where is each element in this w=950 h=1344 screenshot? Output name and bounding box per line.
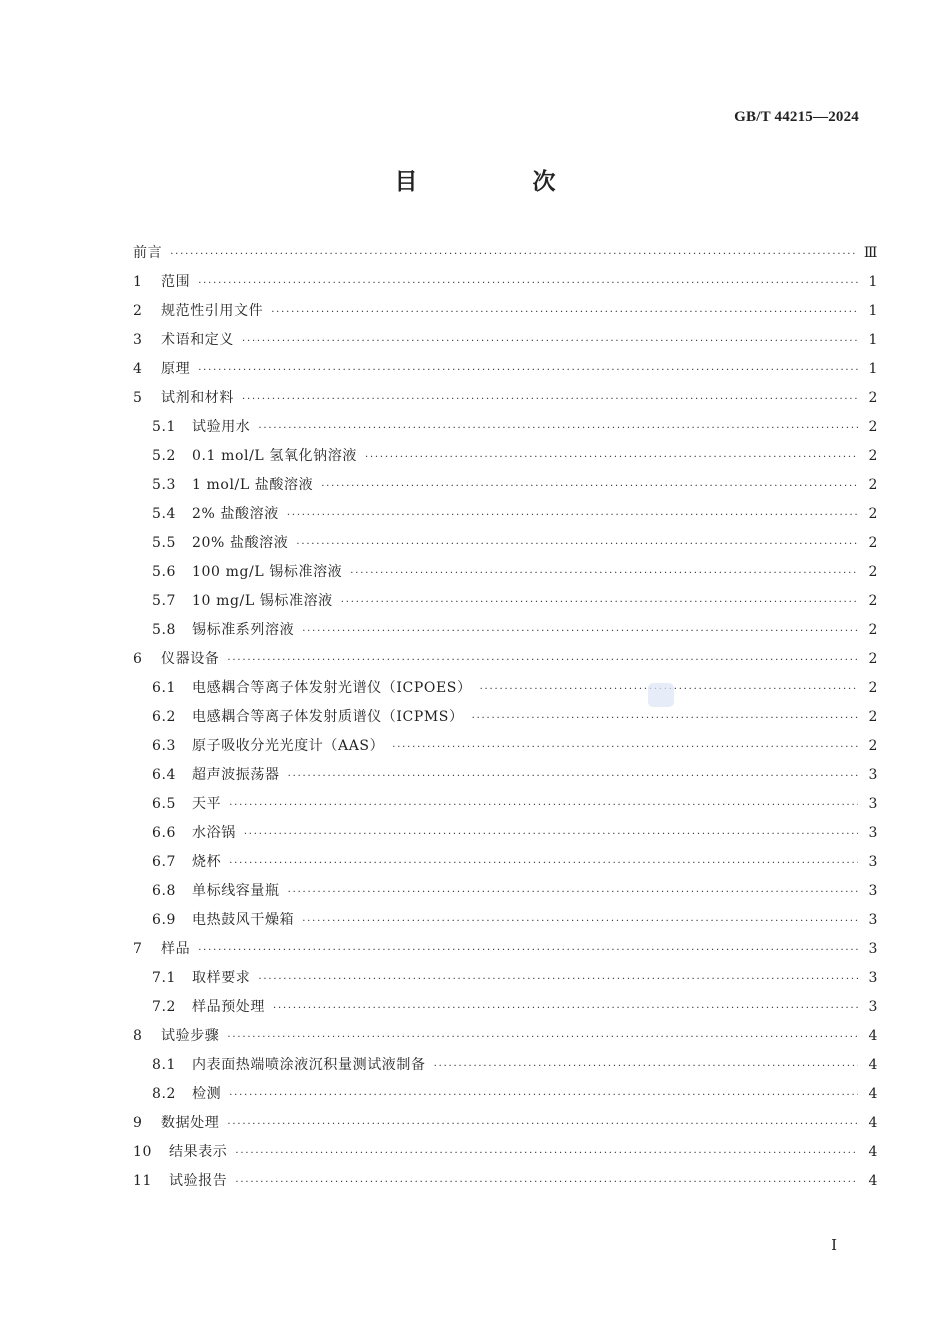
toc-entry-label: 数据处理 — [161, 1115, 220, 1131]
toc-entry-number: 5 — [133, 390, 143, 406]
toc-entry-number: 6.5 — [152, 796, 177, 812]
toc-dot-leader — [227, 1023, 858, 1052]
toc-entry-label: 10 mg/L 锡标准溶液 — [192, 593, 333, 609]
toc-entry-number: 8 — [133, 1028, 143, 1044]
toc-entry[interactable] — [133, 616, 878, 645]
toc-entry-label: 超声波振荡器 — [192, 767, 280, 783]
toc-entry[interactable] — [133, 239, 878, 268]
toc-entry-label: 烧杯 — [192, 854, 222, 870]
toc-entry-label: 试验用水 — [192, 419, 251, 435]
toc-entry[interactable] — [133, 906, 878, 935]
toc-entry-label: 单标线容量瓶 — [192, 883, 280, 899]
toc-entry-label: 试剂和材料 — [161, 390, 234, 406]
toc-entry-number: 7.2 — [152, 999, 177, 1015]
toc-dot-leader — [235, 1168, 858, 1197]
toc-entry-label: 20% 盐酸溶液 — [192, 535, 289, 551]
toc-entry-number: 5.5 — [152, 535, 177, 551]
toc-entry[interactable] — [133, 1022, 878, 1051]
toc-entry[interactable] — [133, 587, 878, 616]
toc-entry-number: 6.3 — [152, 738, 177, 754]
toc-entry[interactable] — [133, 674, 878, 703]
toc-entry-page: 3 — [868, 825, 878, 841]
toc-dot-leader — [229, 1081, 858, 1110]
toc-entry[interactable] — [133, 645, 878, 674]
toc-dot-leader — [296, 530, 858, 559]
toc-entry-page: 2 — [868, 651, 878, 667]
toc-entry-label: 术语和定义 — [161, 332, 234, 348]
toc-entry-label: 试验步骤 — [161, 1028, 220, 1044]
toc-entry-label: 样品 — [161, 941, 191, 957]
toc-dot-leader — [229, 791, 858, 820]
toc-entry-page: 4 — [868, 1086, 878, 1102]
toc-entry-number: 7.1 — [152, 970, 177, 986]
toc-dot-leader — [365, 443, 858, 472]
toc-dot-leader — [288, 762, 858, 791]
toc-entry-number: 2 — [133, 303, 143, 319]
toc-entry-number: 3 — [133, 332, 143, 348]
toc-entry-number: 5.1 — [152, 419, 177, 435]
toc-entry-number: 11 — [133, 1173, 153, 1189]
toc-entry-label: 样品预处理 — [192, 999, 265, 1015]
toc-entry-page: 2 — [868, 680, 878, 696]
toc-dot-leader — [273, 994, 858, 1023]
toc-entry-label: 原子吸收分光光度计（AAS） — [192, 738, 385, 754]
toc-entry-number: 5.2 — [152, 448, 177, 464]
toc-entry-page: Ⅲ — [863, 245, 878, 261]
toc-entry-page: 3 — [868, 854, 878, 870]
toc-entry-label: 电感耦合等离子体发射光谱仪（ICPOES） — [192, 680, 472, 696]
toc-entry-label: 0.1 mol/L 氢氧化钠溶液 — [192, 448, 357, 464]
toc-dot-leader — [227, 1110, 858, 1139]
toc-dot-leader — [472, 704, 858, 733]
toc-entry[interactable] — [133, 442, 878, 471]
toc-entry[interactable] — [133, 471, 878, 500]
toc-entry-label: 规范性引用文件 — [161, 303, 264, 319]
document-code: GB/T 44215—2024 — [734, 109, 859, 125]
toc-entry[interactable] — [133, 1080, 878, 1109]
toc-entry-number: 6.1 — [152, 680, 177, 696]
toc-entry-number: 6 — [133, 651, 143, 667]
toc-entry-page: 2 — [868, 738, 878, 754]
toc-entry[interactable] — [133, 384, 878, 413]
toc-dot-leader — [242, 327, 858, 356]
toc-entry-page: 3 — [868, 883, 878, 899]
toc-entry[interactable] — [133, 326, 878, 355]
toc-entry-number: 4 — [133, 361, 143, 377]
toc-entry[interactable] — [133, 1167, 878, 1196]
toc-entry-label: 电感耦合等离子体发射质谱仪（ICPMS） — [192, 709, 464, 725]
toc-entry-label: 100 mg/L 锡标准溶液 — [192, 564, 343, 580]
toc-entry[interactable] — [133, 268, 878, 297]
toc-entry-label: 内表面热端喷涂液沉积量测试液制备 — [192, 1057, 426, 1073]
toc-entry[interactable] — [133, 1138, 878, 1167]
toc-entry-label: 锡标准系列溶液 — [192, 622, 295, 638]
toc-entry-number: 6.8 — [152, 883, 177, 899]
toc-entry-label: 范围 — [161, 274, 191, 290]
toc-entry-page: 1 — [868, 274, 878, 290]
toc-entry-label: 水浴锅 — [192, 825, 236, 841]
toc-dot-leader — [321, 472, 858, 501]
toc-entry-label: 天平 — [192, 796, 222, 812]
toc-entry-number: 6.7 — [152, 854, 177, 870]
toc-entry-label: 原理 — [161, 361, 191, 377]
page-number: I — [831, 1236, 837, 1254]
toc-entry-label: 结果表示 — [169, 1144, 228, 1160]
toc-entry-number: 1 — [133, 274, 143, 290]
toc-dot-leader — [229, 849, 858, 878]
toc-entry[interactable] — [133, 297, 878, 326]
toc-entry-number: 6.6 — [152, 825, 177, 841]
toc-dot-leader — [242, 385, 858, 414]
toc-entry-page: 2 — [868, 622, 878, 638]
toc-entry-label: 2% 盐酸溶液 — [192, 506, 279, 522]
toc-entry-number: 10 — [133, 1144, 153, 1160]
toc-entry-number: 7 — [133, 941, 143, 957]
toc-entry[interactable] — [133, 558, 878, 587]
toc-entry-page: 2 — [868, 593, 878, 609]
toc-entry[interactable] — [133, 935, 878, 964]
toc-entry-label: 电热鼓风干燥箱 — [192, 912, 295, 928]
toc-entry-page: 2 — [868, 477, 878, 493]
toc-entry-number: 6.4 — [152, 767, 177, 783]
toc-entry-number: 8.2 — [152, 1086, 177, 1102]
toc-entry-number: 9 — [133, 1115, 143, 1131]
toc-entry-number: 6.9 — [152, 912, 177, 928]
toc-entry-page: 4 — [868, 1173, 878, 1189]
toc-entry[interactable] — [133, 877, 878, 906]
toc-entry[interactable] — [133, 355, 878, 384]
toc-dot-leader — [288, 878, 858, 907]
toc-entry-number: 6.2 — [152, 709, 177, 725]
toc-dot-leader — [170, 240, 858, 269]
toc-entry-number: 5.7 — [152, 593, 177, 609]
toc-dot-leader — [302, 907, 858, 936]
toc-dot-leader — [227, 646, 858, 675]
toc-dot-leader — [235, 1139, 858, 1168]
toc-entry-number: 5.6 — [152, 564, 177, 580]
toc-dot-leader — [392, 733, 858, 762]
toc-entry-label: 检测 — [192, 1086, 222, 1102]
toc-entry-page: 2 — [868, 535, 878, 551]
toc-entry[interactable] — [133, 529, 878, 558]
toc-entry-label: 试验报告 — [169, 1173, 228, 1189]
toc-entry-page: 1 — [868, 361, 878, 377]
toc-entry-page: 3 — [868, 767, 878, 783]
toc-entry-number: 5.8 — [152, 622, 177, 638]
toc-dot-leader — [198, 356, 858, 385]
toc-dot-leader — [198, 936, 858, 965]
toc-entry-label: 1 mol/L 盐酸溶液 — [192, 477, 314, 493]
toc-entry-page: 2 — [868, 709, 878, 725]
toc-entry[interactable] — [133, 500, 878, 529]
page-title: 目 次 — [394, 169, 602, 195]
toc-entry-label: 仪器设备 — [161, 651, 220, 667]
toc-dot-leader — [434, 1052, 858, 1081]
toc-dot-leader — [244, 820, 858, 849]
toc-entry[interactable] — [133, 732, 878, 761]
toc-entry[interactable] — [133, 1051, 878, 1080]
watermark-icon — [648, 683, 674, 707]
toc-entry-page: 2 — [868, 390, 878, 406]
toc-entry-number: 5.3 — [152, 477, 177, 493]
toc-entry-page: 1 — [868, 303, 878, 319]
toc-entry[interactable] — [133, 761, 878, 790]
table-of-contents — [133, 239, 878, 1196]
toc-entry[interactable] — [133, 819, 878, 848]
toc-entry-page: 3 — [868, 941, 878, 957]
toc-dot-leader — [198, 269, 858, 298]
toc-entry[interactable] — [133, 1109, 878, 1138]
toc-entry[interactable] — [133, 848, 878, 877]
toc-entry-page: 4 — [868, 1028, 878, 1044]
toc-entry[interactable] — [133, 993, 878, 1022]
toc-entry[interactable] — [133, 413, 878, 442]
toc-entry[interactable] — [133, 790, 878, 819]
toc-entry-page: 1 — [868, 332, 878, 348]
toc-entry-page: 4 — [868, 1115, 878, 1131]
toc-entry-page: 3 — [868, 796, 878, 812]
toc-dot-leader — [287, 501, 858, 530]
toc-dot-leader — [350, 559, 858, 588]
toc-dot-leader — [302, 617, 858, 646]
toc-entry-number: 8.1 — [152, 1057, 177, 1073]
toc-entry[interactable] — [133, 964, 878, 993]
toc-entry-label: 前言 — [133, 245, 163, 261]
toc-dot-leader — [271, 298, 858, 327]
toc-entry-label: 取样要求 — [192, 970, 251, 986]
toc-entry-page: 3 — [868, 999, 878, 1015]
toc-entry-number: 5.4 — [152, 506, 177, 522]
toc-dot-leader — [341, 588, 858, 617]
toc-entry-page: 2 — [868, 419, 878, 435]
toc-dot-leader — [258, 965, 858, 994]
toc-entry-page: 3 — [868, 970, 878, 986]
toc-entry-page: 2 — [868, 506, 878, 522]
toc-entry-page: 2 — [868, 448, 878, 464]
toc-entry[interactable] — [133, 703, 878, 732]
toc-entry-page: 4 — [868, 1057, 878, 1073]
toc-dot-leader — [258, 414, 858, 443]
toc-entry-page: 2 — [868, 564, 878, 580]
toc-entry-page: 3 — [868, 912, 878, 928]
toc-entry-page: 4 — [868, 1144, 878, 1160]
